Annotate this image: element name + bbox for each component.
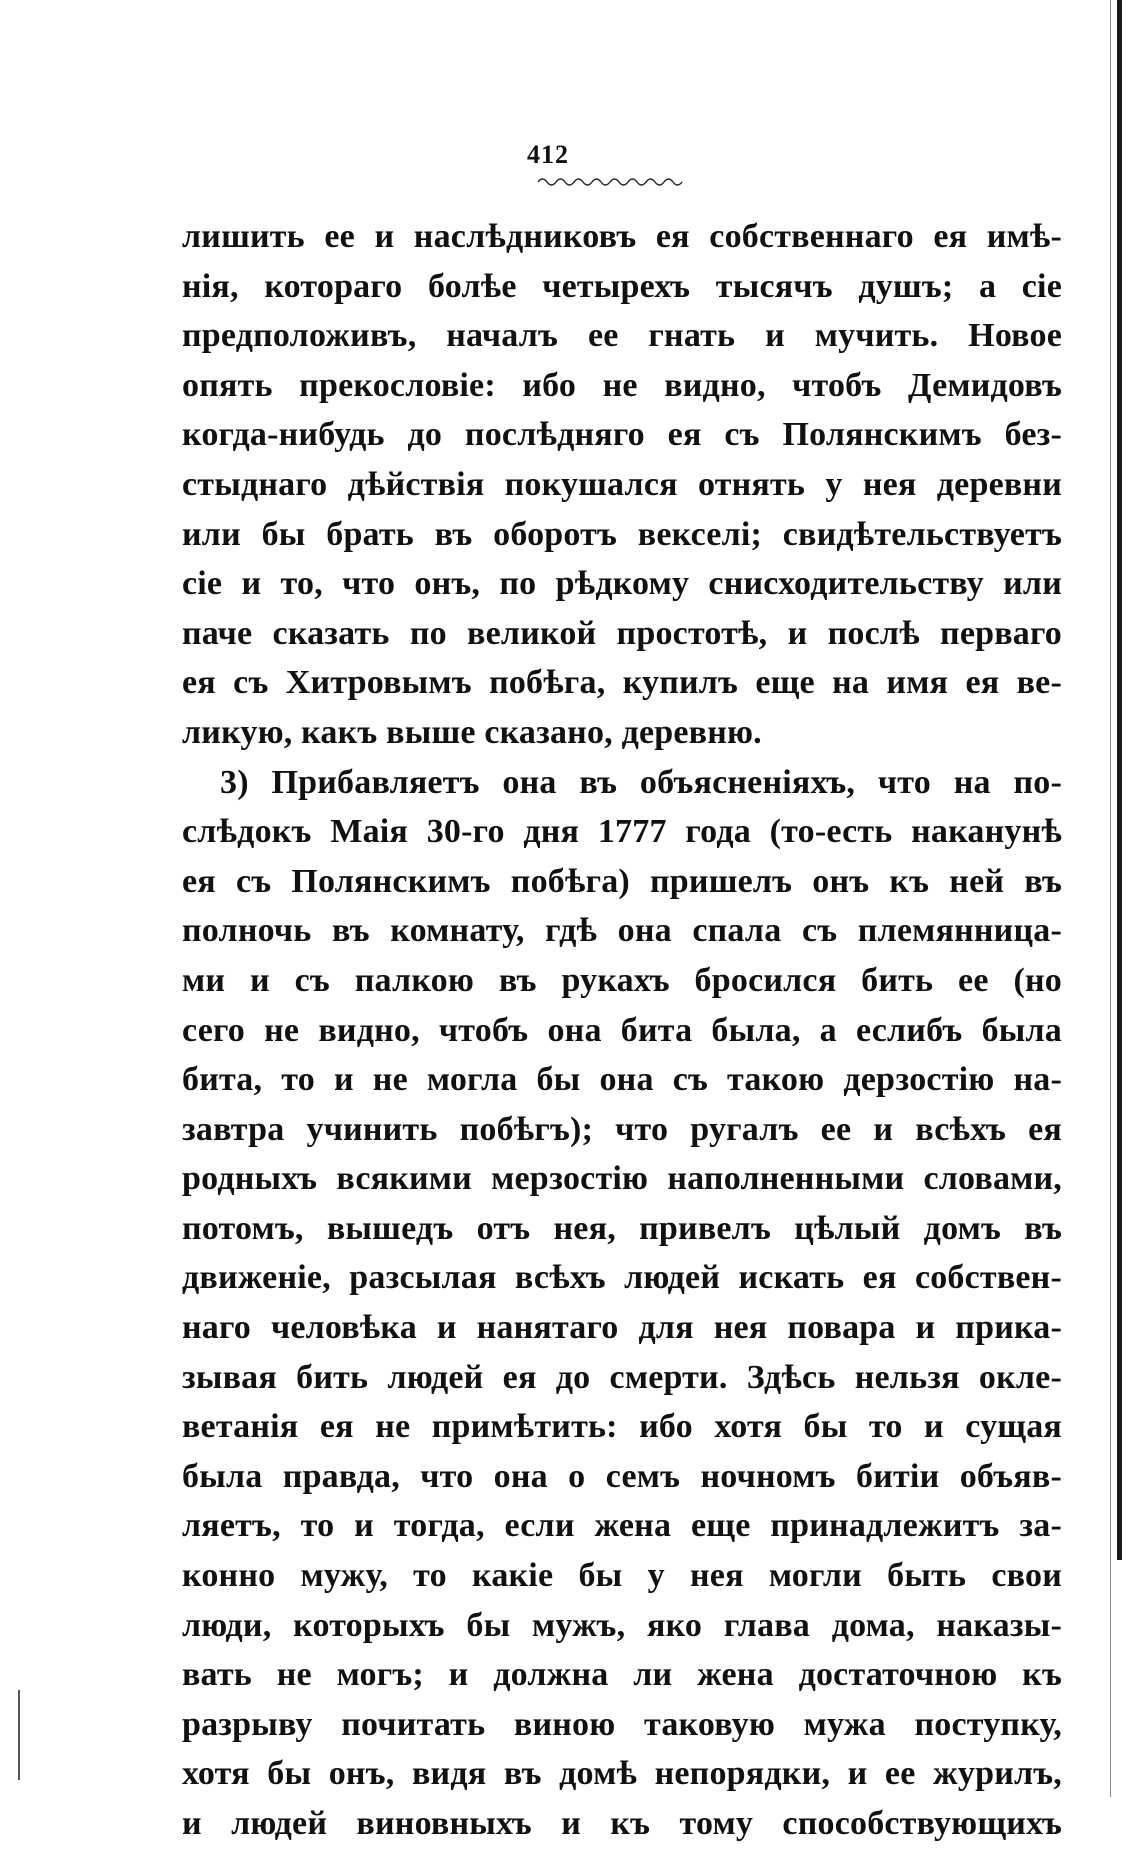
text-line: движеніе, разсылая всѣхъ людей искать ея собствен-: [182, 1259, 1062, 1297]
text-line: ветанія ея не примѣтить: ибо хотя бы то и сущая: [182, 1408, 1062, 1446]
page-edge-shadow: [1110, 0, 1111, 1797]
text-line: вать не могъ; и должна ли жена достаточною къ: [182, 1656, 1062, 1694]
text-line: родныхъ всякими мерзостію наполненными словами,: [182, 1160, 1062, 1198]
text-line: слѣдокъ Маія 30-го дня 1777 года (то-есть наканунѣ: [182, 813, 1062, 851]
page-binding-edge: [1117, 0, 1122, 1560]
text-line: или бы брать въ оборотъ векселі; свидѣтельствуетъ: [182, 515, 1062, 553]
text-line: ея съ Полянскимъ побѣга) пришелъ онъ къ ней въ: [182, 862, 1062, 900]
text-line: предположивъ, началъ ее гнать и мучить. Новое: [182, 317, 1062, 355]
text-line: паче сказать по великой простотѣ, и послѣ перваго: [182, 614, 1062, 652]
text-line: полночь въ комнату, гдѣ она спала съ племянница-: [182, 912, 1062, 950]
body-text: [182, 212, 1062, 1849]
wavy-rule-ornament: [538, 176, 684, 188]
text-line: была правда, что она о семъ ночномъ битіи объяв-: [182, 1457, 1062, 1495]
text-line: ликую, какъ выше сказано, деревню.: [182, 713, 762, 751]
text-line: сего не видно, чтобъ она бита была, а еслибъ была: [182, 1011, 1062, 1049]
text-line: люди, которыхъ бы мужъ, яко глава дома, наказы-: [182, 1606, 1062, 1644]
page-number-text: 412: [527, 140, 569, 169]
text-line: ляетъ, то и тогда, если жена еще принадлежитъ за-: [182, 1507, 1062, 1545]
paragraph-start-line: 3) Прибавляетъ она въ объясненіяхъ, что на по-: [220, 763, 1062, 801]
text-line: завтра учинить побѣгъ); что ругалъ ее и всѣхъ ея: [182, 1110, 1062, 1148]
text-line: сіе и то, что онъ, по рѣдкому снисходительству или: [182, 565, 1062, 603]
text-line: наго человѣка и нанятаго для нея повара и прика-: [182, 1309, 1062, 1347]
text-line: и людей виновныхъ и къ тому способствующихъ: [182, 1805, 1062, 1842]
text-line: нія, котораго болѣе четырехъ тысячъ душъ; а сіе: [182, 267, 1062, 305]
text-line: когда-нибудь до послѣдняго ея съ Полянскимъ без-: [182, 416, 1062, 454]
text-line: ми и съ палкою въ рукахъ бросился бить ее (но: [182, 961, 1062, 999]
text-line: хотя бы онъ, видя въ домѣ непорядки, и ее журилъ,: [182, 1755, 1062, 1793]
text-line: лишить ее и наслѣдниковъ ея собственнаго ея имѣ-: [182, 218, 1062, 255]
text-line: стыднаго дѣйствія покушался отнять у нея деревни: [182, 465, 1062, 503]
text-line: потомъ, вышедъ отъ нея, привелъ цѣлый домъ въ: [182, 1209, 1062, 1247]
text-line: конно мужу, то какіе бы у нея могли быть свои: [182, 1557, 1062, 1595]
scan-margin-mark: [18, 1690, 20, 1780]
text-line: бита, то и не могла бы она съ такою дерзостію на-: [182, 1061, 1062, 1099]
text-line: опять прекословіе: ибо не видно, чтобъ Демидовъ: [182, 366, 1062, 404]
text-line: ея съ Хитровымъ побѣга, купилъ еще на имя ея ве-: [182, 664, 1062, 702]
text-line: зывая бить людей ея до смерти. Здѣсь нельзя окле-: [182, 1358, 1062, 1396]
page-number: [0, 140, 1140, 170]
text-line: разрыву почитать виною таковую мужа поступку,: [182, 1705, 1062, 1743]
